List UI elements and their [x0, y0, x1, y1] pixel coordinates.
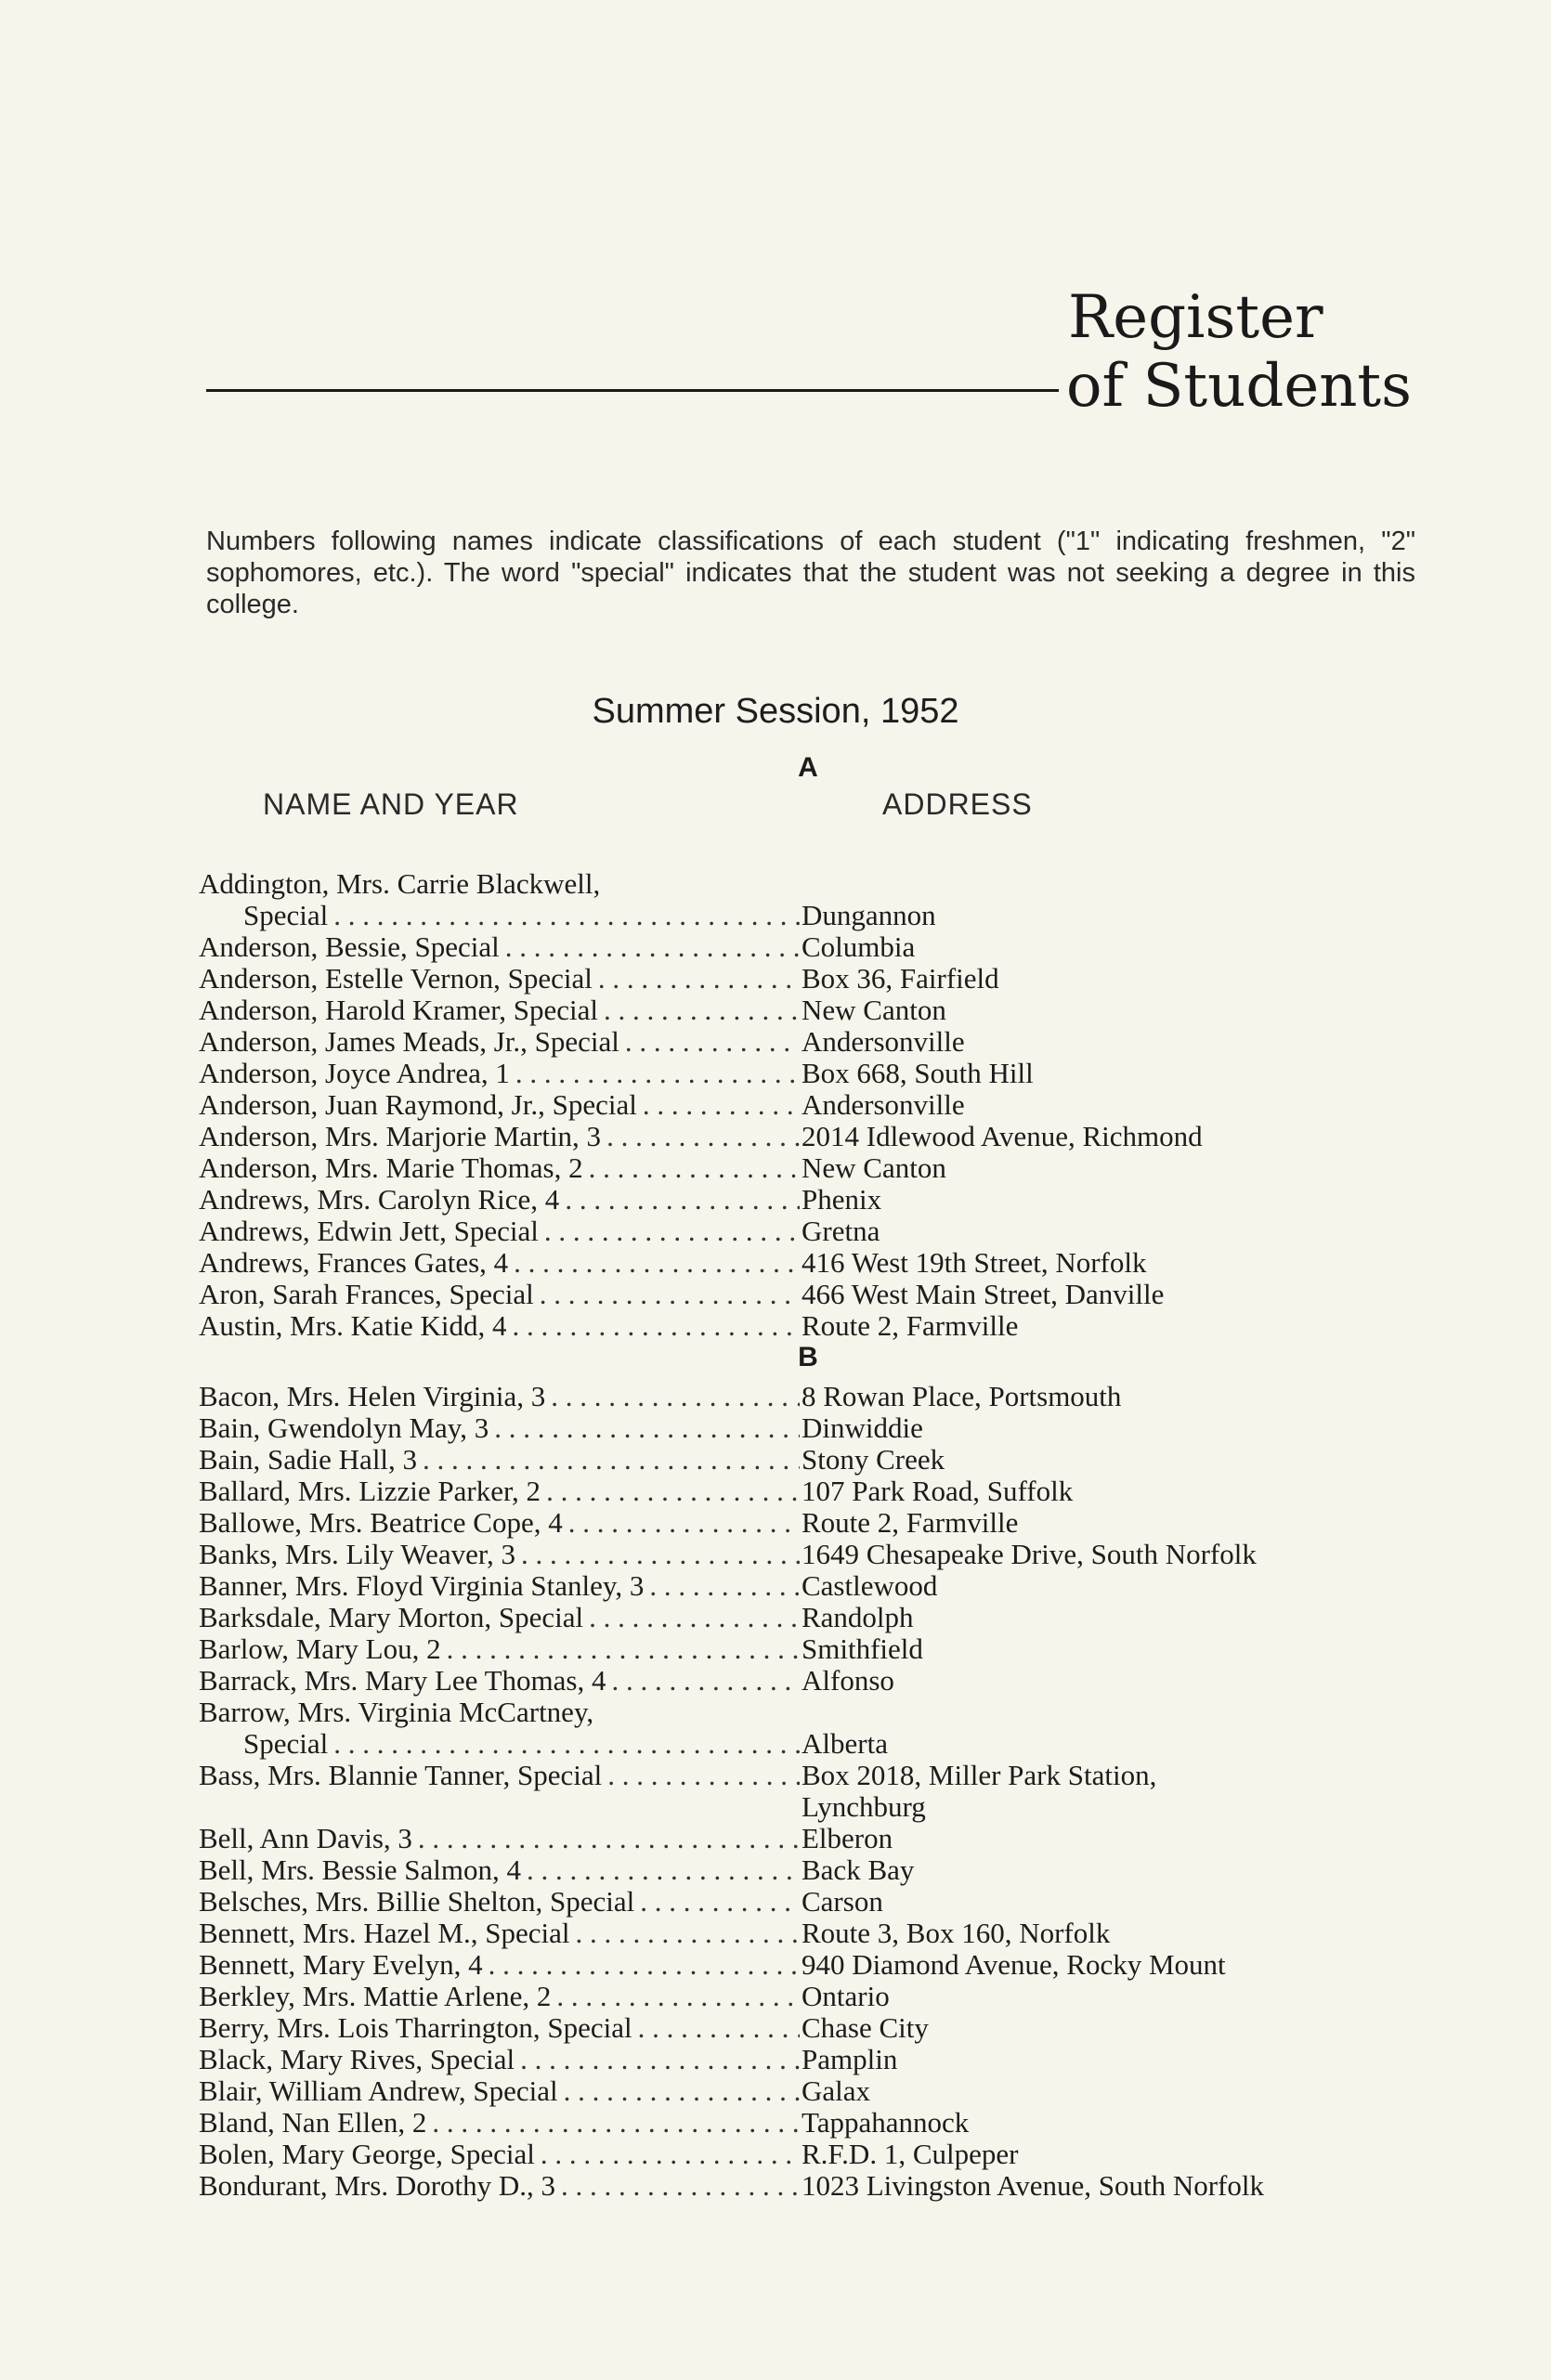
student-name-cell [199, 1381, 800, 1412]
leader-dots [637, 1089, 800, 1121]
student-address: Alfonso [802, 1664, 894, 1697]
student-name-cell [199, 1539, 800, 1570]
student-entry [199, 1089, 1462, 1121]
student-entry [199, 2170, 1462, 2202]
student-entry [199, 1026, 1462, 1058]
student-address: Columbia [802, 930, 916, 963]
student-name: Anderson, James Meads, Jr., Special [199, 1026, 619, 1058]
student-entry [199, 1121, 1462, 1152]
student-name: Bennett, Mrs. Hazel M., Special [199, 1918, 570, 1949]
student-address: Chase City [802, 2011, 929, 2044]
leader-dots [558, 2075, 800, 2107]
student-address: Route 2, Farmville [802, 1506, 1019, 1539]
student-entry [199, 1216, 1462, 1247]
student-name-cell [199, 1216, 800, 1247]
leader-dots [569, 1918, 800, 1949]
leader-dots [545, 1381, 800, 1412]
leader-dots [583, 1152, 800, 1184]
student-address: Tappahannock [802, 2106, 970, 2139]
student-entry [199, 1760, 1462, 1791]
student-address: New Canton [802, 1151, 946, 1184]
student-address: Gretna [802, 1215, 880, 1247]
page-title [1066, 283, 1531, 421]
leader-dots [539, 1216, 800, 1247]
student-address: Randolph [802, 1601, 914, 1633]
student-entry [199, 1444, 1462, 1476]
student-entry [199, 2139, 1462, 2170]
student-name: Aron, Sarah Frances, Special [199, 1279, 534, 1310]
student-name-cell [199, 1854, 800, 1886]
student-name: Anderson, Harold Kramer, Special [199, 995, 599, 1026]
student-address: 940 Diamond Avenue, Rocky Mount [802, 1948, 1226, 1981]
student-entry [199, 1476, 1462, 1507]
student-entry [199, 963, 1462, 995]
student-name: Anderson, Bessie, Special [199, 931, 500, 963]
student-entry [199, 1507, 1462, 1539]
page-title-line1: Register [1068, 283, 1323, 352]
student-entry [199, 868, 1462, 900]
student-name: Barrow, Mrs. Virginia McCartney, [199, 1697, 594, 1728]
student-name: Bell, Mrs. Bessie Salmon, 4 [199, 1854, 522, 1886]
student-name: Anderson, Juan Raymond, Jr., Special [199, 1089, 637, 1121]
student-name: Andrews, Frances Gates, 4 [199, 1247, 509, 1279]
leader-dots [441, 1633, 800, 1665]
student-name-cell [199, 2170, 800, 2202]
leader-dots [535, 2139, 800, 2170]
student-entry [199, 1728, 1462, 1760]
student-entry [199, 1310, 1462, 1342]
student-entry [199, 1152, 1462, 1184]
page-title-line2: of Students [1066, 352, 1412, 421]
student-name: Special [243, 1728, 329, 1760]
student-name-cell [199, 995, 800, 1026]
intro-note: Numbers following names indicate classifications of each student ("1" indicating freshmen, "2" sophomores, etc.). The word "special" indicates that the student was not seeking a degree in this college. [206, 527, 1415, 619]
leader-dots [619, 1026, 800, 1058]
roster-section-a [199, 868, 1462, 1342]
student-address: 416 West 19th Street, Norfolk [802, 1246, 1147, 1279]
student-name: Barrack, Mrs. Mary Lee Thomas, 4 [199, 1665, 606, 1697]
student-entry [199, 1949, 1462, 1981]
student-name-cell [199, 1760, 800, 1791]
student-address: Alberta [802, 1727, 888, 1760]
student-name: Austin, Mrs. Katie Kidd, 4 [199, 1310, 507, 1342]
student-name-cell [199, 2107, 800, 2139]
student-address: Elberon [802, 1822, 893, 1854]
student-name-cell [199, 1697, 800, 1728]
student-address: Galax [802, 2074, 871, 2107]
student-address: Pamplin [802, 2043, 898, 2075]
student-entry [199, 900, 1462, 931]
student-name: Banner, Mrs. Floyd Virginia Stanley, 3 [199, 1570, 645, 1602]
student-address [800, 868, 802, 900]
header-rule [206, 389, 1059, 392]
student-entry [199, 1381, 1462, 1412]
student-name: Anderson, Joyce Andrea, 1 [199, 1058, 510, 1089]
student-name-cell [199, 1665, 800, 1697]
student-name-cell [199, 1412, 800, 1444]
student-name-cell [199, 900, 800, 931]
student-address: New Canton [802, 994, 946, 1026]
student-address: Ontario [802, 1980, 890, 2012]
student-address: 466 West Main Street, Danville [802, 1278, 1165, 1310]
student-name: Bacon, Mrs. Helen Virginia, 3 [199, 1381, 546, 1412]
student-entry [199, 1247, 1462, 1279]
student-name: Ballard, Mrs. Lizzie Parker, 2 [199, 1476, 541, 1507]
leader-dots [632, 2012, 800, 2044]
leader-dots [593, 963, 800, 995]
student-name: Bell, Ann Davis, 3 [199, 1823, 412, 1854]
student-name-cell [199, 1918, 800, 1949]
leader-dots [534, 1279, 800, 1310]
roster-section-b [199, 1381, 1462, 2202]
student-name-cell [199, 1279, 800, 1310]
leader-dots [583, 1602, 800, 1633]
student-entry [199, 1539, 1462, 1570]
column-header-address: ADDRESS [882, 787, 1033, 821]
student-name: Blair, William Andrew, Special [199, 2075, 558, 2107]
student-entry [199, 931, 1462, 963]
student-name-cell [199, 1247, 800, 1279]
student-name: Bennett, Mary Evelyn, 4 [199, 1949, 483, 1981]
student-name-cell [199, 1121, 800, 1152]
leader-dots [563, 1507, 800, 1539]
student-address: Back Bay [802, 1853, 915, 1886]
leader-dots [328, 1728, 800, 1760]
student-name: Ballowe, Mrs. Beatrice Cope, 4 [199, 1507, 563, 1539]
student-address: Box 668, South Hill [802, 1057, 1034, 1089]
student-name-cell [199, 2012, 800, 2044]
leader-dots [521, 1854, 800, 1886]
student-address: Dinwiddie [802, 1411, 923, 1444]
student-entry [199, 1412, 1462, 1444]
leader-dots [598, 995, 800, 1026]
student-name: Belsches, Mrs. Billie Shelton, Special [199, 1886, 635, 1918]
student-name: Bass, Mrs. Blannie Tanner, Special [199, 1760, 603, 1791]
student-entry [199, 2012, 1462, 2044]
leader-dots [601, 1121, 800, 1152]
student-address: Box 36, Fairfield [802, 962, 999, 995]
student-entry [199, 1633, 1462, 1665]
student-entry [199, 1665, 1462, 1697]
student-name-cell [199, 1823, 800, 1854]
section-letter-a: A [798, 752, 818, 783]
student-name: Black, Mary Rives, Special [199, 2044, 515, 2075]
student-name-cell [199, 1026, 800, 1058]
student-name-cell [199, 2044, 800, 2075]
student-name: Barlow, Mary Lou, 2 [199, 1633, 441, 1665]
leader-dots [508, 1247, 800, 1279]
student-address: Route 3, Box 160, Norfolk [802, 1917, 1111, 1949]
student-entry [199, 1886, 1462, 1918]
student-name: Bland, Nan Ellen, 2 [199, 2107, 427, 2139]
student-entry [199, 1697, 1462, 1728]
student-address: 1649 Chesapeake Drive, South Norfolk [802, 1538, 1257, 1570]
student-name: Barksdale, Mary Morton, Special [199, 1602, 584, 1633]
student-entry [199, 2075, 1462, 2107]
student-name-cell [199, 1633, 800, 1665]
student-name: Andrews, Edwin Jett, Special [199, 1216, 539, 1247]
leader-dots [426, 2107, 800, 2139]
leader-dots [328, 900, 800, 931]
student-name-cell [199, 1728, 800, 1760]
student-name: Bolen, Mary George, Special [199, 2139, 535, 2170]
student-address: Andersonville [802, 1088, 965, 1121]
student-entry [199, 1981, 1462, 2012]
student-entry [199, 2044, 1462, 2075]
student-name-cell [199, 1184, 800, 1216]
student-entry [199, 1184, 1462, 1216]
student-entry [199, 1058, 1462, 1089]
student-address: Andersonville [802, 1025, 965, 1058]
student-entry [199, 1279, 1462, 1310]
student-entry [199, 1918, 1462, 1949]
student-name: Banks, Mrs. Lily Weaver, 3 [199, 1539, 515, 1570]
student-entry [199, 1602, 1462, 1633]
student-name-cell [199, 1310, 800, 1342]
student-address: Stony Creek [802, 1443, 945, 1476]
leader-dots [489, 1412, 800, 1444]
student-address: Dungannon [802, 899, 936, 931]
student-address: 2014 Idlewood Avenue, Richmond [802, 1120, 1203, 1152]
leader-dots [412, 1823, 800, 1854]
student-name-cell [199, 1507, 800, 1539]
student-name: Bondurant, Mrs. Dorothy D., 3 [199, 2170, 556, 2202]
student-entry [199, 1854, 1462, 1886]
student-address: Castlewood [802, 1569, 938, 1602]
column-header-name: NAME AND YEAR [263, 787, 519, 821]
student-address: 8 Rowan Place, Portsmouth [802, 1380, 1122, 1412]
student-name-cell [199, 2139, 800, 2170]
student-name-cell [199, 1949, 800, 1981]
student-entry [199, 1791, 1462, 1823]
student-address [800, 1697, 802, 1728]
student-address: Route 2, Farmville [802, 1309, 1019, 1342]
student-address: Box 2018, Miller Park Station, [802, 1759, 1157, 1791]
section-letter-b: B [798, 1342, 818, 1372]
student-name: Berkley, Mrs. Mattie Arlene, 2 [199, 1981, 552, 2012]
student-entry [199, 2107, 1462, 2139]
student-name: Andrews, Mrs. Carolyn Rice, 4 [199, 1184, 560, 1216]
student-name: Special [243, 900, 329, 931]
student-name-cell [199, 2075, 800, 2107]
student-address: 1023 Livingston Avenue, South Norfolk [802, 2169, 1264, 2202]
student-name-cell [199, 1444, 800, 1476]
student-name-cell [199, 1791, 800, 1823]
student-name-cell [199, 1602, 800, 1633]
student-name: Bain, Sadie Hall, 3 [199, 1444, 418, 1476]
student-name: Addington, Mrs. Carrie Blackwell, [199, 868, 601, 900]
student-address: Carson [802, 1885, 883, 1918]
student-name-cell [199, 1089, 800, 1121]
leader-dots [417, 1444, 800, 1476]
leader-dots [644, 1570, 800, 1602]
leader-dots [559, 1184, 800, 1216]
student-name: Anderson, Estelle Vernon, Special [199, 963, 593, 995]
student-address: 107 Park Road, Suffolk [802, 1475, 1074, 1507]
student-address: Lynchburg [802, 1790, 926, 1823]
student-address: Smithfield [802, 1632, 923, 1665]
student-name-cell [199, 1570, 800, 1602]
leader-dots [541, 1476, 800, 1507]
leader-dots [483, 1949, 800, 1981]
student-entry [199, 995, 1462, 1026]
student-name-cell [199, 963, 800, 995]
student-address: R.F.D. 1, Culpeper [802, 2138, 1019, 2170]
student-entry [199, 1570, 1462, 1602]
student-name-cell [199, 1058, 800, 1089]
leader-dots [551, 1981, 800, 2012]
leader-dots [500, 931, 800, 963]
student-name: Anderson, Mrs. Marjorie Martin, 3 [199, 1121, 602, 1152]
leader-dots [515, 2044, 800, 2075]
leader-dots [634, 1886, 800, 1918]
session-title: Summer Session, 1952 [592, 692, 959, 731]
student-name-cell [199, 1981, 800, 2012]
leader-dots [515, 1539, 800, 1570]
leader-dots [507, 1310, 800, 1342]
leader-dots [602, 1760, 800, 1791]
student-name-cell [199, 1152, 800, 1184]
student-address: Phenix [802, 1183, 882, 1216]
student-name: Berry, Mrs. Lois Tharrington, Special [199, 2012, 632, 2044]
student-name-cell [199, 931, 800, 963]
student-name-cell [199, 1886, 800, 1918]
student-name: Bain, Gwendolyn May, 3 [199, 1412, 489, 1444]
student-name-cell [199, 1476, 800, 1507]
leader-dots [606, 1665, 800, 1697]
leader-dots [555, 2170, 800, 2202]
student-name-cell [199, 868, 800, 900]
leader-dots [510, 1058, 800, 1089]
student-entry [199, 1823, 1462, 1854]
student-name: Anderson, Mrs. Marie Thomas, 2 [199, 1152, 583, 1184]
